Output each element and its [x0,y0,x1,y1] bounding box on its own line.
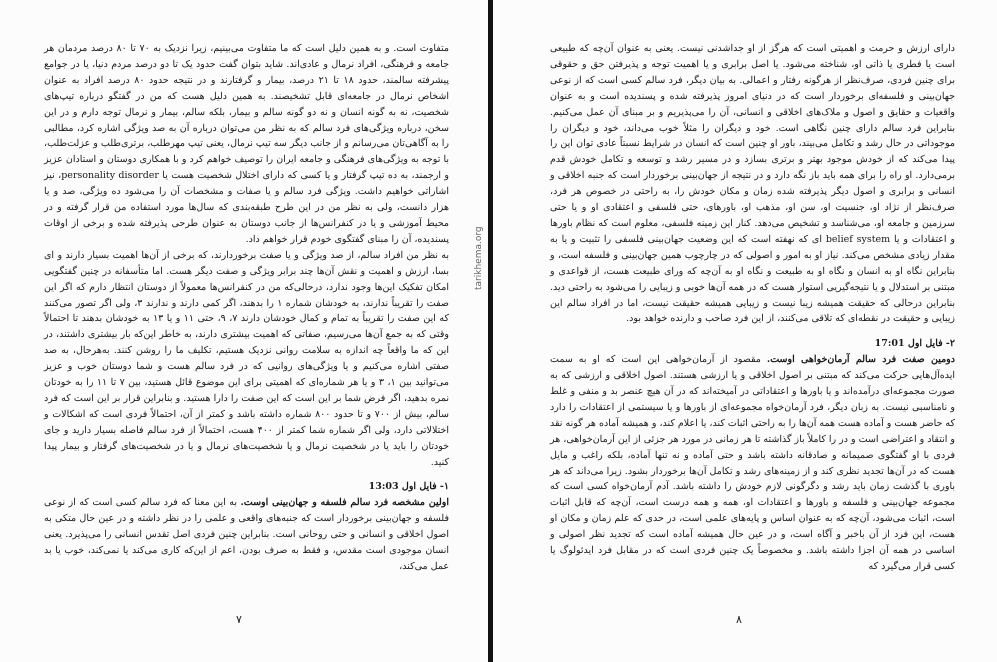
bold-lead: اولین مشخصه فرد سالم فلسفه و جهان‌بینی اوست. [240,497,449,509]
paragraph [44,495,449,575]
page-number: ۸ [736,613,742,626]
paragraph [550,352,955,575]
paragraph-body: به این معنا که فرد سالم کسی است که از نوعی فلسفه و جهان‌بینی برخوردار است که جنبه‌های واقعی و علمی را در نظر داشته و در عین حال متکی به اصول اخلاقی و انسانی و حتی روحانی است. بنابراین چنین فردی اصل تقدس انسانی را می‌پذیرد. یعنی انسان موجودی است مقدس، و فقط به صرف بودن، اعم از این‌که کاری می‌کند یا نمی‌کند، خوب یا بد عمل می‌کند، [44,497,449,572]
paragraph: دارای ارزش و حرمت و اهمیتی است که هرگز از او جداشدنی نیست. یعنی به عنوان آن‌چه که طبیعی است یا فطری یا ذاتی او، شناخته می‌شود. یا اصل برابری و یا اهمیت توجه و پذیرفتن حق و حقوقی برای چنین فردی، صرف‌نظر از هرگونه رفتار و اعمالی. به بیان دیگر، فرد سالم کسی است که از نوعی جهان‌بینی و فلسفه‌ای برخوردار است که در دنیای امروز پذیرفته شده و پسندیده است و به عنوان واقعیات و حقایق و اصول و ملاک‌های اخلاقی و انسانی، آن را می‌پذیریم و بر مبنای آن عمل می‌کنیم. بنابراین فرد سالم دارای چنین نگاهی است. خود و دیگران را مثلاً خوب می‌داند، خود و دیگران را موجوداتی در حال رشد و تکامل می‌بیند، باور او چنین است که انسان در شرایط نسبتاً عادی توان این را پیدا می‌کند که از خودش موجود بهتر و برتری بسازد و در مسیر رشد و توسعه و تکامل خودش قدم برمی‌دارد. او راه را برای همه باید باز نگه دارد و در نتیجه از جهان‌بینی برخوردار است که جنبه اخلاقی و انسانی و برابری و اصول دیگر پذیرفته شده زمان و مکان خودش را، به راحتی در خصوص هر فرد، صرف‌نظر از نژاد او، جنسیت او، سن او، مذهب او، باورهای، حتی فلسفی و اعتقادی او و یا حتی سرزمین و جامعه او، می‌شناسد و تشخیص می‌دهد. کنار این زمینه فلسفی، معلوم است که نظام باورها و اعتقادات و یا belief system ای که نهفته است که این وضعیت جهان‌بینی فلسفی را تثبیت و یا به مقدار زیادی مشخص می‌کند. نیاز او به امور و اصولی که در چارچوب همین جهان‌بینی و فلسفه است، و بنابراین نگاه او به انسان و نگاه او به طبیعت و نگاه او به آن‌چه که ورای طبیعت هست، از قواعدی و مبتنی بر استدلال و یا نتیجه‌گیریی استوار هست که در همه آن‌ها خوبی و زیبایی را می‌شود به راحتی دید. بنابراین درحالی که حقیقت همیشه زیبا نیست و زیبایی همیشه حقیقت نیست، اما در افراد سالم این زیبایی و حقیقت در نقطه‌ای که تلاقی می‌کنند، از این فرد صاحب و دارنده خواهد بود. [550,43,956,325]
left-page [0,0,488,662]
section-heading: ۲- فایل اول 17:01 [874,338,955,350]
section-heading: ۱- فایل اول 13:03 [368,481,449,493]
left-text-column [44,41,449,575]
right-page [493,0,997,662]
paragraph-body: مقصود از آرمان‌خواهی این است که او به سمت ایده‌آل‌هایی حرکت می‌کند که مبتنی بر اصول اخلاقی و یا ارزشی هستند. اصول اخلاقی و ارزشی که به صورت مجموعه‌ای درآمده‌اند و یا باورها و اعتقاداتی در آمیخته‌اند که در آن هیچ عنصر بد و منفی و غلط و نامناسبی نیست. به زبان دیگر، فرد آرمان‌خواه مجموعه‌ای از باورها و یا سیستمی از اعتقادات را دارد که حاضر هست و آماده هست همه آن‌ها را به راحتی اثبات کند، یا اعلام کند، و همیشه آماده هر گونه نقد و انتقاد و اعتراضی است و در را کاملاً باز گذاشته تا هر زمانی در مورد هر جزئی از این آرمان‌خواهی، هر فردی با او گفتگوی صمیمانه و صادقانه داشته باشد و حتی آماده و نه تنها آماده، بلکه راغب و مایل هست که در آن‌ها تجدید نظری کند و از زمینه‌های رشد و تکامل آن‌ها برخوردار بشود. زیرا می‌داند که هر باوری با گذشت زمان باید رشد و دگرگونی لازم خودش را داشته باشد. آدم آرمان‌خواه کسی است که مجموعه جهان‌بینی و فلسفه و باورها و اعتقادات او، همه و همه درست است، آن‌چه که قابل اثبات است، اثبات می‌شود، آن‌چه که به عنوان اساس و پایه‌های علمی است، در حدی که علم زمان و مکان او هست، این فرد از آن باخبر و آگاه است، و در عین حال همیشه آماده است که تجدید نظر اصولی و اساسی در همه آن اجزا داشته باشد. و مخصوصاً یک چنین فردی است که در مقابل فرد ایدئولوگ یا کسی قرار می‌گیرد که [550,354,955,572]
page-number: ۷ [236,613,242,626]
bold-lead: دومین صفت فرد سالم آرمان‌خواهی اوست. [766,354,956,366]
paragraph: متفاوت است. و به همین دلیل است که ما متفاوت می‌بینیم، زیرا نزدیک به ۷۰ تا ۸۰ درصد مردمان هر جامعه و فرهنگی، افراد نرمال و عادی‌اند. شاید بتوان گفت حدود یک تا دو درصد مردم دنیا، یا در جوامع پیشرفته سالمند، حدود ۱۸ تا ۲۱ درصد، بیمار و گرفتارند و در نتیجه حدود ۸۰ درصد افراد به عنوان اشخاص نرمال در جامعه‌ای قابل تشخیصند. به همین دلیل هست که من در گفتگو درباره تیپ‌های شخصیت، نه به گونه انسان و نه دو گونه سالم و بیمار، بلکه سالم، بیمار و نرمال توجه دارم و در این سخن، درباره ویژگی‌های فرد سالم که به نظر من می‌توان درباره آن به صد ویژگی اشاره کرد، مطالبی را به آگاهی‌تان می‌رسانم و از جانب دیگر سه تیپ نرمال، یعنی تیپ مهرطلب، برتری‌طلب و عزلت‌طلب، با توجه به ویژگی‌های فرهنگی و جامعه ایران را توصیف خواهم کرد و با همکاری دوستان و استادان عزیز و ارجمند، به ده تیپ گرفتار و یا کسی که دارای اختلال شخصیت هست یا personality disorder، نیز اشاراتی خواهیم داشت. ویژگی فرد سالم و یا صفات و مشخصات آن را می‌شود ده ویژگی، صد و یا هزار دانست، ولی به نظر من در این طرح طبقه‌بندی که سال‌ها مورد استفاده من قرار گرفته و در محیط آموزشی و یا در کنفرانس‌ها از جانب دوستان به عنوان طرحی پذیرفته شده و برخی از اوقات پسندیده، آن را مبنای گفتگوی خودم قرار خواهم داد. [44,43,449,245]
paragraph: به نظر من افراد سالم، از صد ویژگی و یا صفت برخوردارند، که برخی از آن‌ها اهمیت بسیار دارند و ای بسا، ارزش و اهمیت و نقش آن‌ها چند برابر ویژگی و صفت دیگر هست. اما متأسفانه در چنین گفتگویی امکان تفکیک این‌ها وجود ندارد، درحالی‌که من در کنفرانس‌ها معمولاً از دوستان انتظار دارم که اگر این صفت را تقریباً ندارند، به خودشان شماره ۱ را بدهند، اگر کمی دارند و ندارند ۳، ولی اگر تصور می‌کنند که این صفت را تقریباً به تمام و کمال خودشان دارند ۷، ۹، حتی ۱۱ و یا ۱۳ به خودشان بدهند تا احتمالاً وقتی که به جمع آن‌ها می‌رسیم، صفاتی که اهمیت بیشتری دارند، به خاطر این‌که بار بیشتری داشتند، در این که ما واقعاً چه اندازه به سلامت روانی نزدیک هستیم، تکلیف ما را روشن کنند. به‌هرحال، به صد صفتی اشاره می‌کنیم و یا ویژگی‌های روانیی که در فرد سالم هست و شما دوستان خوب و عزیز می‌توانید بین ۱، ۳ و یا هر شماره‌ای که اهمیتی برای این موضوع قائل هستید، بین ۷ تا ۱۱ را به خودتان نمره بدهید، اگر فرض شما بر این است که این صفت را دارا هستید. و بنابراین قرار بر این است که فرد سالم، بیش از ۷۰۰ و تا حدود ۸۰۰ شماره داشته باشد و کمتر از آن، احتمالاً فردی است که اشکالات و اختلالاتی دارد، ولی اگر شماره شما کمتر از ۴۰۰ هست، احتمالاً از فرد سالم فاصله بسیار دارید و جای خودتان را باید یا در شخصیت نرمال و یا شخصیت‌های نرمال و یا در شخصیت‌های گرفتار و بیمار پیدا کنید. [44,249,450,468]
watermark: tarikhema.org [474,226,484,290]
right-text-column [550,41,955,575]
